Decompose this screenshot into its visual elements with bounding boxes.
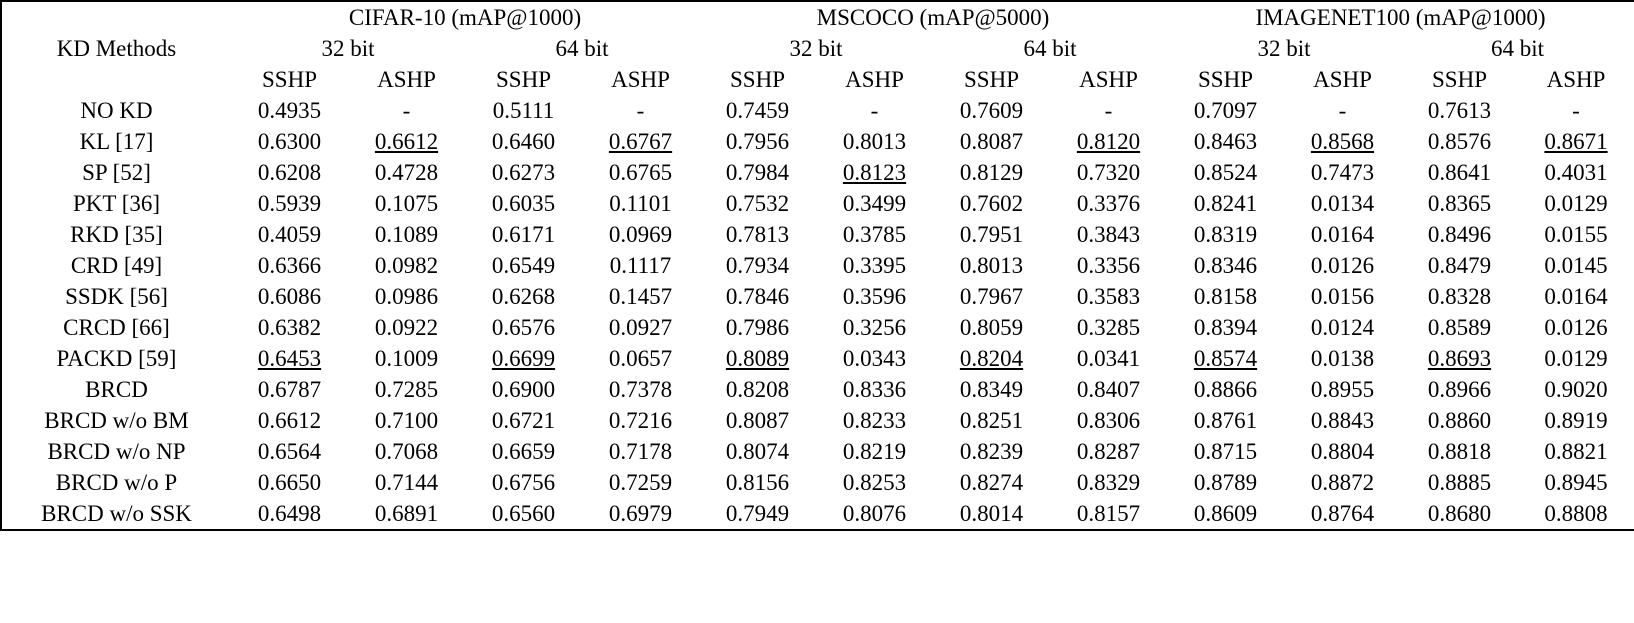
table-cell: 0.6453 xyxy=(257,346,322,371)
bit-header-mscoco-64: 64 bit xyxy=(1023,36,1077,61)
table-cell: 0.8761 xyxy=(1193,408,1258,433)
table-cell: 0.8251 xyxy=(959,408,1024,433)
table-cell: 0.8671 xyxy=(1544,129,1608,154)
table-cell: 0.6756 xyxy=(491,470,556,495)
table-cell: - xyxy=(636,98,645,123)
table-cell: 0.8955 xyxy=(1310,377,1375,402)
sub-header-8: SSHP xyxy=(1198,67,1253,92)
header-row-groups xyxy=(1,1,1634,33)
sub-header-9: ASHP xyxy=(1313,67,1372,92)
table-cell: 0.6300 xyxy=(257,129,322,154)
table-cell: 0.8208 xyxy=(725,377,790,402)
table-row xyxy=(1,126,1634,157)
row-method-label: BRCD xyxy=(85,377,148,402)
table-cell: 0.8328 xyxy=(1427,284,1492,309)
table-cell: 0.0129 xyxy=(1544,191,1608,216)
table-cell: 0.4728 xyxy=(374,160,439,185)
table-cell: 0.0126 xyxy=(1310,253,1375,278)
table-cell: 0.8014 xyxy=(959,501,1024,526)
table-cell: 0.6382 xyxy=(257,315,322,340)
table-cell: 0.8680 xyxy=(1427,501,1492,526)
row-method-label: BRCD w/o P xyxy=(55,470,178,495)
table-cell: 0.6273 xyxy=(491,160,556,185)
table-cell: 0.6035 xyxy=(491,191,556,216)
table-cell: 0.3356 xyxy=(1076,253,1141,278)
table-cell: 0.0982 xyxy=(374,253,439,278)
table-cell: 0.8349 xyxy=(959,377,1024,402)
table-cell: 0.7216 xyxy=(608,408,673,433)
sub-header-0: SSHP xyxy=(262,67,317,92)
row-method-label: CRD [49] xyxy=(70,253,163,278)
table-row xyxy=(1,467,1634,498)
table-cell: 0.7813 xyxy=(725,222,790,247)
table-cell: 0.4031 xyxy=(1544,160,1608,185)
table-cell: 0.0156 xyxy=(1310,284,1375,309)
table-cell: 0.8087 xyxy=(725,408,790,433)
table-cell: 0.8804 xyxy=(1310,439,1375,464)
table-row xyxy=(1,312,1634,343)
table-cell: 0.8568 xyxy=(1310,129,1375,154)
sub-header-1: ASHP xyxy=(377,67,436,92)
table-cell: 0.8576 xyxy=(1427,129,1492,154)
table-cell: 0.8496 xyxy=(1427,222,1492,247)
table-cell: 0.8346 xyxy=(1193,253,1258,278)
table-cell: 0.8120 xyxy=(1076,129,1141,154)
table-cell: 0.8919 xyxy=(1544,408,1608,433)
bit-header-imagenet100-64: 64 bit xyxy=(1490,36,1545,61)
table-cell: 0.9020 xyxy=(1544,377,1608,402)
table-cell: 0.8789 xyxy=(1193,470,1258,495)
table-cell: 0.8966 xyxy=(1427,377,1492,402)
table-cell: 0.7178 xyxy=(608,439,673,464)
table-cell: 0.0657 xyxy=(608,346,673,371)
table-cell: 0.8329 xyxy=(1076,470,1141,495)
table-cell: 0.8306 xyxy=(1076,408,1141,433)
table-cell: 0.8129 xyxy=(959,160,1024,185)
sub-header-6: SSHP xyxy=(964,67,1019,92)
table-cell: 0.8885 xyxy=(1427,470,1492,495)
table-cell: 0.8204 xyxy=(959,346,1024,371)
table-cell: 0.6612 xyxy=(374,129,439,154)
row-method-label: CRCD [66] xyxy=(63,315,170,340)
table-cell: 0.7378 xyxy=(608,377,673,402)
table-cell: 0.6612 xyxy=(257,408,322,433)
table-cell: 0.0134 xyxy=(1310,191,1375,216)
table-cell: 0.8219 xyxy=(842,439,907,464)
table-cell: 0.0145 xyxy=(1544,253,1608,278)
row-method-label: RKD [35] xyxy=(70,222,163,247)
table-cell: 0.6564 xyxy=(257,439,322,464)
sub-header-7: ASHP xyxy=(1079,67,1138,92)
table-cell: 0.7967 xyxy=(959,284,1024,309)
table-cell: 0.8945 xyxy=(1544,470,1608,495)
table-cell: 0.6549 xyxy=(491,253,556,278)
table-row xyxy=(1,95,1634,126)
table-cell: 0.0129 xyxy=(1544,346,1608,371)
table-cell: 0.6268 xyxy=(491,284,556,309)
table-row xyxy=(1,250,1634,281)
table-cell: 0.5111 xyxy=(492,98,555,123)
table-cell: 0.1009 xyxy=(374,346,439,371)
row-method-label: SSDK [56] xyxy=(65,284,168,309)
table-cell: 0.8123 xyxy=(842,160,907,185)
sub-header-10: SSHP xyxy=(1432,67,1487,92)
table-cell: 0.8241 xyxy=(1193,191,1258,216)
table-cell: 0.8274 xyxy=(959,470,1024,495)
bit-header-cifar10-64: 64 bit xyxy=(555,36,609,61)
table-cell: 0.3376 xyxy=(1076,191,1141,216)
table-cell: 0.8336 xyxy=(842,377,907,402)
table-cell: 0.8074 xyxy=(725,439,790,464)
group-header-cifar10: CIFAR-10 (mAP@1000) xyxy=(348,5,582,30)
table-cell: 0.7846 xyxy=(725,284,790,309)
table-cell: 0.8013 xyxy=(842,129,907,154)
table-cell: 0.8319 xyxy=(1193,222,1258,247)
table-cell: 0.4059 xyxy=(257,222,322,247)
table-cell: 0.3285 xyxy=(1076,315,1141,340)
table-cell: 0.3499 xyxy=(842,191,907,216)
table-cell: 0.7532 xyxy=(725,191,790,216)
table-cell: 0.8843 xyxy=(1310,408,1375,433)
row-header-label: KD Methods xyxy=(56,36,177,61)
table-cell: 0.7602 xyxy=(959,191,1024,216)
table-cell: 0.8866 xyxy=(1193,377,1258,402)
header-row-protocols xyxy=(1,64,1634,95)
table-row xyxy=(1,343,1634,374)
bit-header-mscoco-32: 32 bit xyxy=(789,36,843,61)
table-cell: 0.8013 xyxy=(959,253,1024,278)
sub-header-11: ASHP xyxy=(1546,67,1606,92)
bit-header-imagenet100-32: 32 bit xyxy=(1257,36,1311,61)
table-cell: 0.6979 xyxy=(608,501,673,526)
table-cell: 0.7100 xyxy=(374,408,439,433)
table-cell: 0.8087 xyxy=(959,129,1024,154)
table-cell: 0.3395 xyxy=(842,253,907,278)
table-cell: 0.6366 xyxy=(257,253,322,278)
table-cell: 0.0927 xyxy=(608,315,673,340)
table-cell: - xyxy=(1338,98,1347,123)
row-method-label: KL [17] xyxy=(79,129,154,154)
table-cell: 0.8407 xyxy=(1076,377,1141,402)
table-cell: - xyxy=(402,98,411,123)
table-body xyxy=(1,95,1634,530)
table-cell: 0.0164 xyxy=(1544,284,1608,309)
table-cell: 0.6650 xyxy=(257,470,322,495)
table-cell: 0.4935 xyxy=(257,98,322,123)
row-method-label: BRCD w/o BM xyxy=(44,408,189,433)
table-cell: 0.0164 xyxy=(1310,222,1375,247)
table-cell: 0.3596 xyxy=(842,284,907,309)
table-cell: 0.6765 xyxy=(608,160,673,185)
table-cell: 0.7473 xyxy=(1310,160,1375,185)
table-cell: 0.8156 xyxy=(725,470,790,495)
table-cell: 0.8524 xyxy=(1193,160,1258,185)
table-cell: 0.7951 xyxy=(959,222,1024,247)
table-cell: 0.0922 xyxy=(374,315,439,340)
row-method-label: SP [52] xyxy=(82,160,151,185)
table-cell: 0.6498 xyxy=(257,501,322,526)
table-cell: 0.8609 xyxy=(1193,501,1258,526)
table-cell: 0.0969 xyxy=(608,222,673,247)
table-cell: 0.8089 xyxy=(725,346,790,371)
table-row xyxy=(1,374,1634,405)
table-cell: 0.8589 xyxy=(1427,315,1492,340)
row-method-label: BRCD w/o NP xyxy=(47,439,186,464)
table-cell: 0.8059 xyxy=(959,315,1024,340)
table-cell: 0.6721 xyxy=(491,408,556,433)
table-cell: 0.0343 xyxy=(842,346,907,371)
table-cell: 0.8821 xyxy=(1544,439,1608,464)
table-cell: 0.6560 xyxy=(491,501,556,526)
table-cell: 0.7984 xyxy=(725,160,790,185)
table-cell: 0.7068 xyxy=(374,439,439,464)
table-cell: 0.8394 xyxy=(1193,315,1258,340)
table-cell: 0.5939 xyxy=(257,191,322,216)
table-cell: 0.6900 xyxy=(491,377,556,402)
table-cell: 0.1089 xyxy=(374,222,439,247)
table-cell: 0.7613 xyxy=(1427,98,1492,123)
table-cell: 0.6086 xyxy=(257,284,322,309)
table-cell: 0.8463 xyxy=(1193,129,1258,154)
table-cell: 0.8641 xyxy=(1427,160,1492,185)
table-cell: 0.8574 xyxy=(1193,346,1258,371)
table-cell: 0.8764 xyxy=(1310,501,1375,526)
bit-header-cifar10-32: 32 bit xyxy=(321,36,375,61)
table-row xyxy=(1,219,1634,250)
table-cell: 0.7285 xyxy=(374,377,439,402)
table-cell: 0.8253 xyxy=(842,470,907,495)
table-cell: 0.7934 xyxy=(725,253,790,278)
sub-header-4: SSHP xyxy=(730,67,785,92)
table-row xyxy=(1,498,1634,530)
table-cell: 0.0126 xyxy=(1544,315,1608,340)
table-cell: 0.7986 xyxy=(725,315,790,340)
table-cell: 0.8239 xyxy=(959,439,1024,464)
table-cell: 0.1075 xyxy=(374,191,439,216)
table-cell: 0.1101 xyxy=(609,191,672,216)
sub-header-5: ASHP xyxy=(845,67,904,92)
table-cell: 0.0986 xyxy=(374,284,439,309)
table-cell: 0.0124 xyxy=(1310,315,1375,340)
table-cell: 0.6787 xyxy=(257,377,322,402)
table-row xyxy=(1,281,1634,312)
table-cell: 0.8076 xyxy=(842,501,907,526)
table-cell: 0.8158 xyxy=(1193,284,1258,309)
table-cell: 0.6460 xyxy=(491,129,556,154)
table-cell: 0.7609 xyxy=(959,98,1024,123)
table-cell: 0.8479 xyxy=(1427,253,1492,278)
table-cell: 0.8157 xyxy=(1076,501,1141,526)
table-head xyxy=(1,1,1634,95)
table-cell: 0.8715 xyxy=(1193,439,1258,464)
table-cell: 0.0341 xyxy=(1076,346,1141,371)
table-cell: 0.8872 xyxy=(1310,470,1375,495)
table-cell: 0.7259 xyxy=(608,470,673,495)
table-cell: 0.7956 xyxy=(725,129,790,154)
table-cell: 0.7459 xyxy=(725,98,790,123)
table-cell: 0.6767 xyxy=(608,129,673,154)
sub-header-2: SSHP xyxy=(496,67,551,92)
row-method-label: BRCD w/o SSK xyxy=(41,501,192,526)
table-cell: 0.7144 xyxy=(374,470,439,495)
table-cell: 0.8365 xyxy=(1427,191,1492,216)
table-cell: - xyxy=(1104,98,1113,123)
table-cell: 0.3843 xyxy=(1076,222,1141,247)
table-cell: 0.6171 xyxy=(491,222,556,247)
group-header-mscoco: MSCOCO (mAP@5000) xyxy=(816,5,1050,30)
table-cell: 0.7949 xyxy=(725,501,790,526)
table-cell: 0.8818 xyxy=(1427,439,1492,464)
table-row xyxy=(1,436,1634,467)
group-header-imagenet100: IMAGENET100 (mAP@1000) xyxy=(1255,5,1546,30)
table-cell: - xyxy=(870,98,879,123)
table-cell: 0.8860 xyxy=(1427,408,1492,433)
row-method-label: PACKD [59] xyxy=(56,346,177,371)
table-cell: 0.6699 xyxy=(491,346,556,371)
table-cell: 0.6576 xyxy=(491,315,556,340)
sub-header-3: ASHP xyxy=(611,67,670,92)
table-cell: 0.1457 xyxy=(608,284,673,309)
table-cell: 0.0138 xyxy=(1310,346,1375,371)
table-row xyxy=(1,405,1634,436)
table-cell: 0.3583 xyxy=(1076,284,1141,309)
table-cell: 0.6208 xyxy=(257,160,322,185)
table-cell: 0.3785 xyxy=(842,222,907,247)
row-method-label: NO KD xyxy=(80,98,153,123)
header-row-bits xyxy=(1,33,1634,64)
table-cell: 0.8233 xyxy=(842,408,907,433)
table-cell: 0.6891 xyxy=(374,501,439,526)
table-cell: 0.7320 xyxy=(1076,160,1141,185)
table-cell: 0.0155 xyxy=(1544,222,1608,247)
table-cell: 0.8808 xyxy=(1544,501,1608,526)
table-row xyxy=(1,157,1634,188)
table-cell: 0.3256 xyxy=(842,315,907,340)
table-cell: 0.8693 xyxy=(1427,346,1492,371)
table-row xyxy=(1,188,1634,219)
table-cell: 0.1117 xyxy=(609,253,672,278)
table-cell: 0.8287 xyxy=(1076,439,1141,464)
row-method-label: PKT [36] xyxy=(72,191,161,216)
table-cell: - xyxy=(1572,98,1580,123)
table-cell: 0.7097 xyxy=(1193,98,1258,123)
table-cell: 0.6659 xyxy=(491,439,556,464)
